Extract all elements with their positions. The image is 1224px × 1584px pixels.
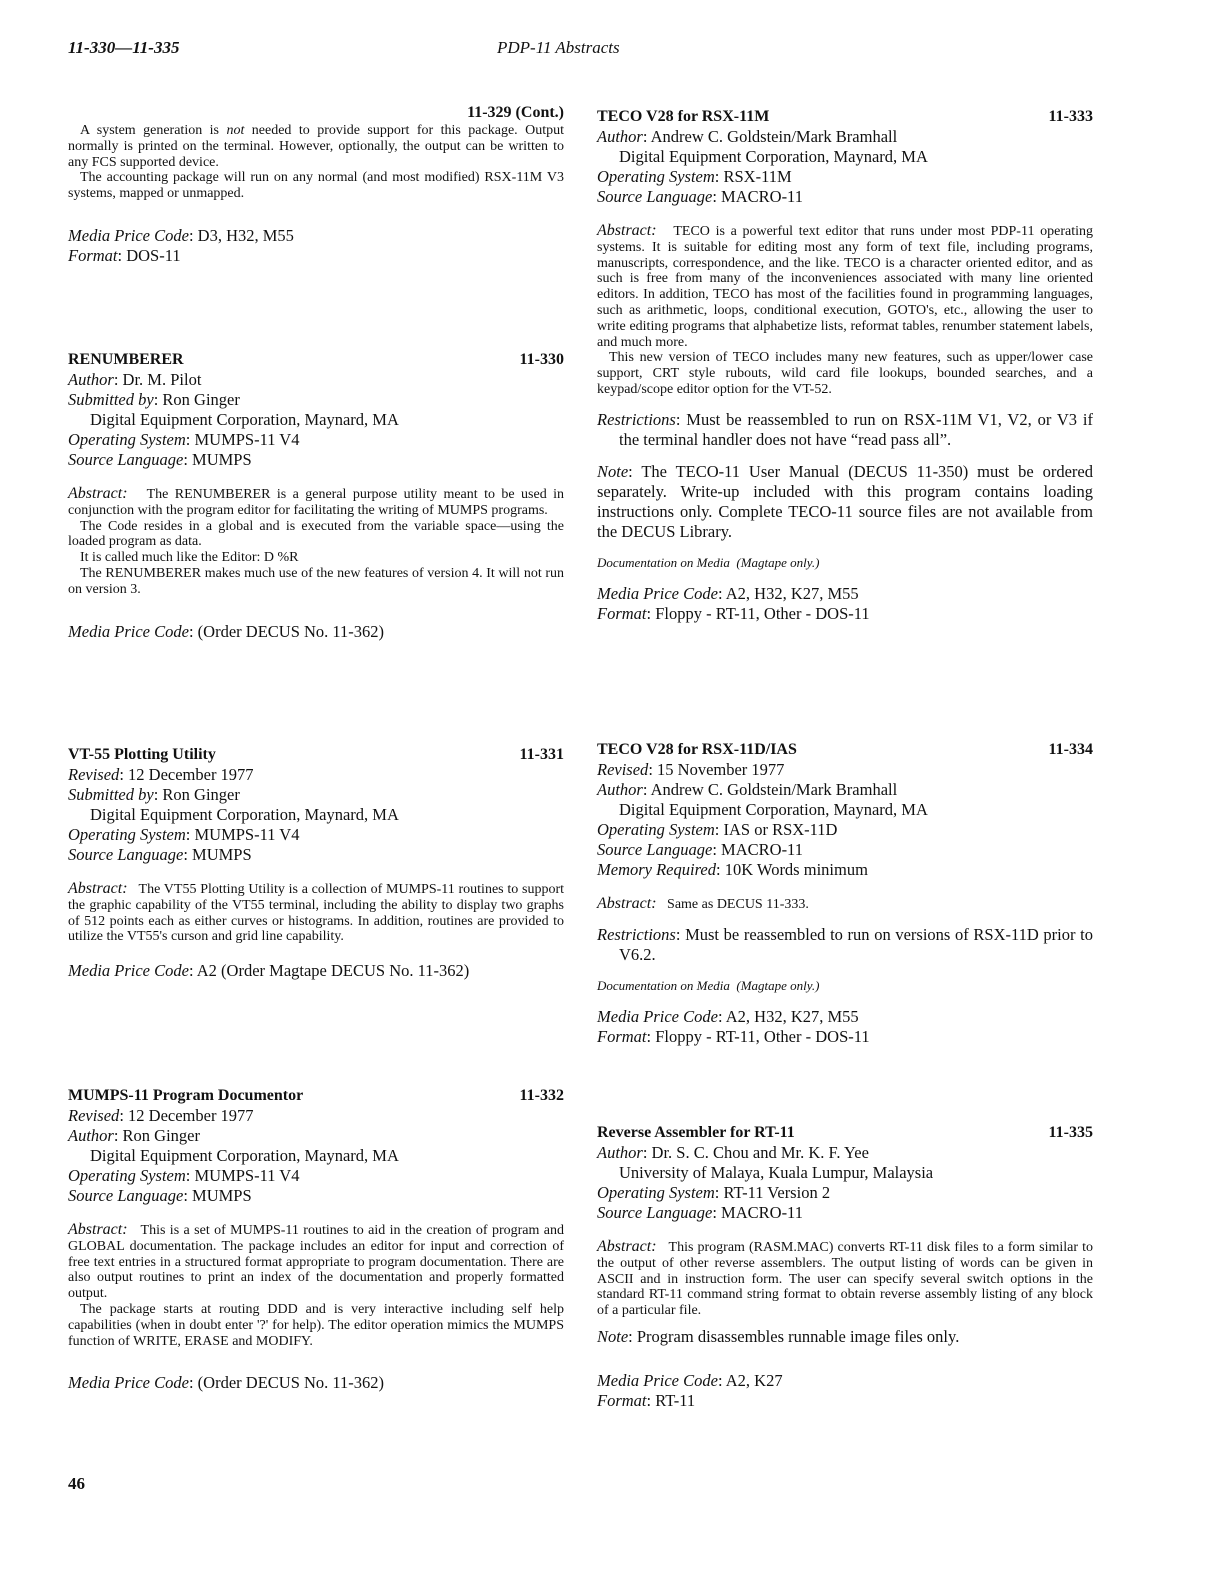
- entry-number: 11-329 (Cont.): [467, 104, 564, 121]
- entry-number: 11-332: [519, 1087, 564, 1104]
- note: Note: The TECO-11 User Manual (DECUS 11-350) must be ordered separately. Write-up included with this program contains loading instructions only. Complete TECO-11 source files are not available from the DECUS Library.: [597, 461, 1093, 541]
- media-price-code: Media Price Code: D3, H32, M55: [68, 225, 294, 245]
- format: Format: DOS-11: [68, 245, 181, 265]
- entry-heading: [597, 107, 1093, 127]
- documentation-on-media: Documentation on Media (Magtape only.): [597, 554, 820, 570]
- entry-heading: [68, 350, 564, 370]
- entry-number: 11-330: [519, 351, 564, 368]
- entry-abstract: Abstract: The VT55 Plotting Utility is a collection of MUMPS-11 routines to support the graphic capability of the VT55 terminal, including the ability to display two graphs of 512 points each as either curves or histograms. In addition, routines are provided to utilize the VT55's curson and grid line capability.: [68, 880, 564, 945]
- documentation-on-media: Documentation on Media (Magtape only.): [597, 977, 820, 993]
- entry-heading: [597, 740, 1093, 760]
- entry-11-332: MUMPS-11 Program Documentor 11-332 Revised: 12 December 1977 Author: Ron Ginger Digital Equipment Corporation, Maynard, MA Operating System: MUMPS-11 V4 Source Language: MUMPS Abstract: This is a set of MUMPS-11 routines to aid in the creation of program and GLOBAL documentation. The package includes an editor for input and correction of free text entries in a structured format appropriate to program documentation. There are also output routines to print an index of the documentation and properly formatted output. The package starts at routing DDD and is very interactive including self help capabilities (when in doubt enter '?' for help). The editor operation mimics the MUMPS function of WRITE, ERASE and MODIFY. Media Price Code: (Order DECUS No. 11-362): [68, 1087, 565, 1393]
- entry-number: 11-331: [519, 746, 564, 763]
- entry-abstract: Abstract: TECO is a powerful text editor that runs under most PDP-11 operating systems. It is suitable for editing most any form of text file, including programs, manuscripts, correspondence, and the like. TECO is a character oriented editor, and as such is free from many of the inconveniences associated with many line oriented editors. In addition, TECO has most of the facilities found in programming languages, such as arithmetic, loops, conditional execution, GOTO's, etc., allowing the user to write editing programs that alphabetize lists, reformat tables, renumber statement labels, and much more. This new version of TECO includes many new features, such as upper/lower case support, CRT style rubouts, wild card file lookups, bounded searches, and a keypad/scope editor option for the VT-52.: [597, 222, 1093, 397]
- entry-title: RENUMBERER: [68, 351, 184, 368]
- entry-heading: [68, 745, 564, 765]
- restrictions: Restrictions: Must be reassembled to run on versions of RSX-11D prior to V6.2.: [597, 924, 1093, 964]
- page-header-title: PDP-11 Abstracts: [497, 38, 620, 57]
- entry-number: 11-335: [1048, 1124, 1093, 1141]
- entry-number: 11-334: [1048, 741, 1093, 758]
- entry-11-335: Reverse Assembler for RT-11 11-335 Author: Dr. S. C. Chou and Mr. K. F. Yee University of Malaya, Kuala Lumpur, Malaysia Operating System: RT-11 Version 2 Source Language: MACRO-11 Abstract: This program (RASM.MAC) converts RT-11 disk files to a form similar to the output of other reverse assemblers. The output listing of words can be given in ASCII and in instruction form. The user can specify several switch options in the standard RT-11 command string format to obtain reverse assembly listing of any block of a particular file. Note: Program disassembles runnable image files only. Media Price Code: A2, K27 Format: RT-11: [597, 1124, 1094, 1410]
- entry-11-329: [68, 103, 564, 266]
- entry-heading: [68, 1086, 564, 1106]
- entry-title: MUMPS-11 Program Documentor: [68, 1087, 304, 1104]
- page-header-range: 11-330—11-335: [68, 38, 180, 57]
- entry-title: Reverse Assembler for RT-11: [597, 1124, 795, 1141]
- note: Note: Program disassembles runnable image files only.: [597, 1326, 960, 1346]
- entry-abstract: Abstract: The RENUMBERER is a general purpose utility meant to be used in conjunction with the program editor for facilitating the writing of MUMPS programs. The Code resides in a global and is executed from the variable space—using the loaded program as data. It is called much like the Editor: D %R The RENUMBERER makes much use of the new features of version 4. It will not run on version 3.: [68, 485, 564, 597]
- entry-11-334: TECO V28 for RSX-11D/IAS 11-334 Revised: 15 November 1977 Author: Andrew C. Goldstein/Mark Bramhall Digital Equipment Corporation, Maynard, MA Operating System: IAS or RSX-11D Source Language: MACRO-11 Memory Required: 10K Words minimum Abstract: Same as DECUS 11-333. Restrictions: Must be reassembled to run on versions of RSX-11D prior to V6.2. Documentation on Media (Magtape only.) Media Price Code: A2, H32, K27, M55 Format: Floppy - RT-11, Other - DOS-11: [597, 741, 1093, 1046]
- entry-abstract: Abstract: This program (RASM.MAC) converts RT-11 disk files to a form similar to the output of other reverse assemblers. The output listing of words can be given in ASCII and in instruction form. The user can specify several switch options in the standard RT-11 command string format to obtain reverse assembly listing of any block of a particular file.: [597, 1238, 1094, 1319]
- entry-heading: [597, 1123, 1093, 1143]
- entry-number: 11-333: [1048, 108, 1093, 125]
- entry-abstract: Abstract: This is a set of MUMPS-11 routines to aid in the creation of program and GLOBAL documentation. The package includes an editor for input and correction of free text entries in a structured format appropriate to program documentation. There are also output routines to print an index of the documentation and properly formatted output. The package starts at routing DDD and is very interactive including self help capabilities (when in doubt enter '?' for help). The editor operation mimics the MUMPS function of WRITE, ERASE and MODIFY.: [68, 1221, 565, 1349]
- entry-title: VT-55 Plotting Utility: [68, 746, 216, 763]
- entry-title: TECO V28 for RSX-11M: [597, 108, 770, 125]
- entry-body: A system generation is not needed to provide support for this package. Output normally is printed on the terminal. However, optionally, the output can be written to any FCS supported device. The accounting package will run on any normal (and most modified) RSX-11M V3 systems, mapped or unmapped.: [68, 123, 564, 202]
- entry-abstract: Abstract: Same as DECUS 11-333.: [597, 895, 809, 912]
- page-number: 46: [68, 1474, 85, 1493]
- restrictions: Restrictions: Must be reassembled to run on RSX-11M V1, V2, or V3 if the terminal handler does not have “read pass all”.: [597, 409, 1093, 449]
- entry-11-330: RENUMBERER 11-330 Author: Dr. M. Pilot Submitted by: Ron Ginger Digital Equipment Corporation, Maynard, MA Operating System: MUMPS-11 V4 Source Language: MUMPS Abstract: The RENUMBERER is a general purpose utility meant to be used in conjunction with the program editor for facilitating the writing of MUMPS programs. The Code resides in a global and is executed from the variable space—using the loaded program as data. It is called much like the Editor: D %R The RENUMBERER makes much use of the new features of version 4. It will not run on version 3. Media Price Code: (Order DECUS No. 11-362): [68, 351, 564, 641]
- entry-11-331: VT-55 Plotting Utility 11-331 Revised: 12 December 1977 Submitted by: Ron Ginger Digital Equipment Corporation, Maynard, MA Operating System: MUMPS-11 V4 Source Language: MUMPS Abstract: The VT55 Plotting Utility is a collection of MUMPS-11 routines to support the graphic capability of the VT55 terminal, including the ability to display two graphs of 512 points each as either curves or histograms. In addition, routines are provided to utilize the VT55's curson and grid line capability. Media Price Code: A2 (Order Magtape DECUS No. 11-362): [68, 746, 564, 981]
- entry-title: TECO V28 for RSX-11D/IAS: [597, 741, 797, 758]
- entry-11-333: TECO V28 for RSX-11M 11-333 Author: Andrew C. Goldstein/Mark Bramhall Digital Equipment Corporation, Maynard, MA Operating System: RSX-11M Source Language: MACRO-11 Abstract: TECO is a powerful text editor that runs under most PDP-11 operating systems. It is suitable for editing most any form of text file, including programs, manuscripts, correspondence, and the like. TECO is a character oriented editor, and as such is free from many of the inconveniences associated with many line oriented editors. In addition, TECO has most of the facilities found in programming languages, such as arithmetic, loops, conditional execution, GOTO's, etc., allowing the user to write editing programs that alphabetize lists, reformat tables, renumber statement labels, and much more. This new version of TECO includes many new features, such as upper/lower case support, CRT style rubouts, wild card file lookups, bounded searches, and a keypad/scope editor option for the VT-52. Restrictions: Must be reassembled to run on RSX-11M V1, V2, or V3 if the terminal handler does not have “read pass all”. Note: The TECO-11 User Manual (DECUS 11-350) must be ordered separately. Write-up included with this program contains loading instructions only. Complete TECO-11 source files are not available from the DECUS Library. Documentation on Media (Magtape only.) Media Price Code: A2, H32, K27, M55 Format: Floppy - RT-11, Other - DOS-11: [597, 108, 1093, 623]
